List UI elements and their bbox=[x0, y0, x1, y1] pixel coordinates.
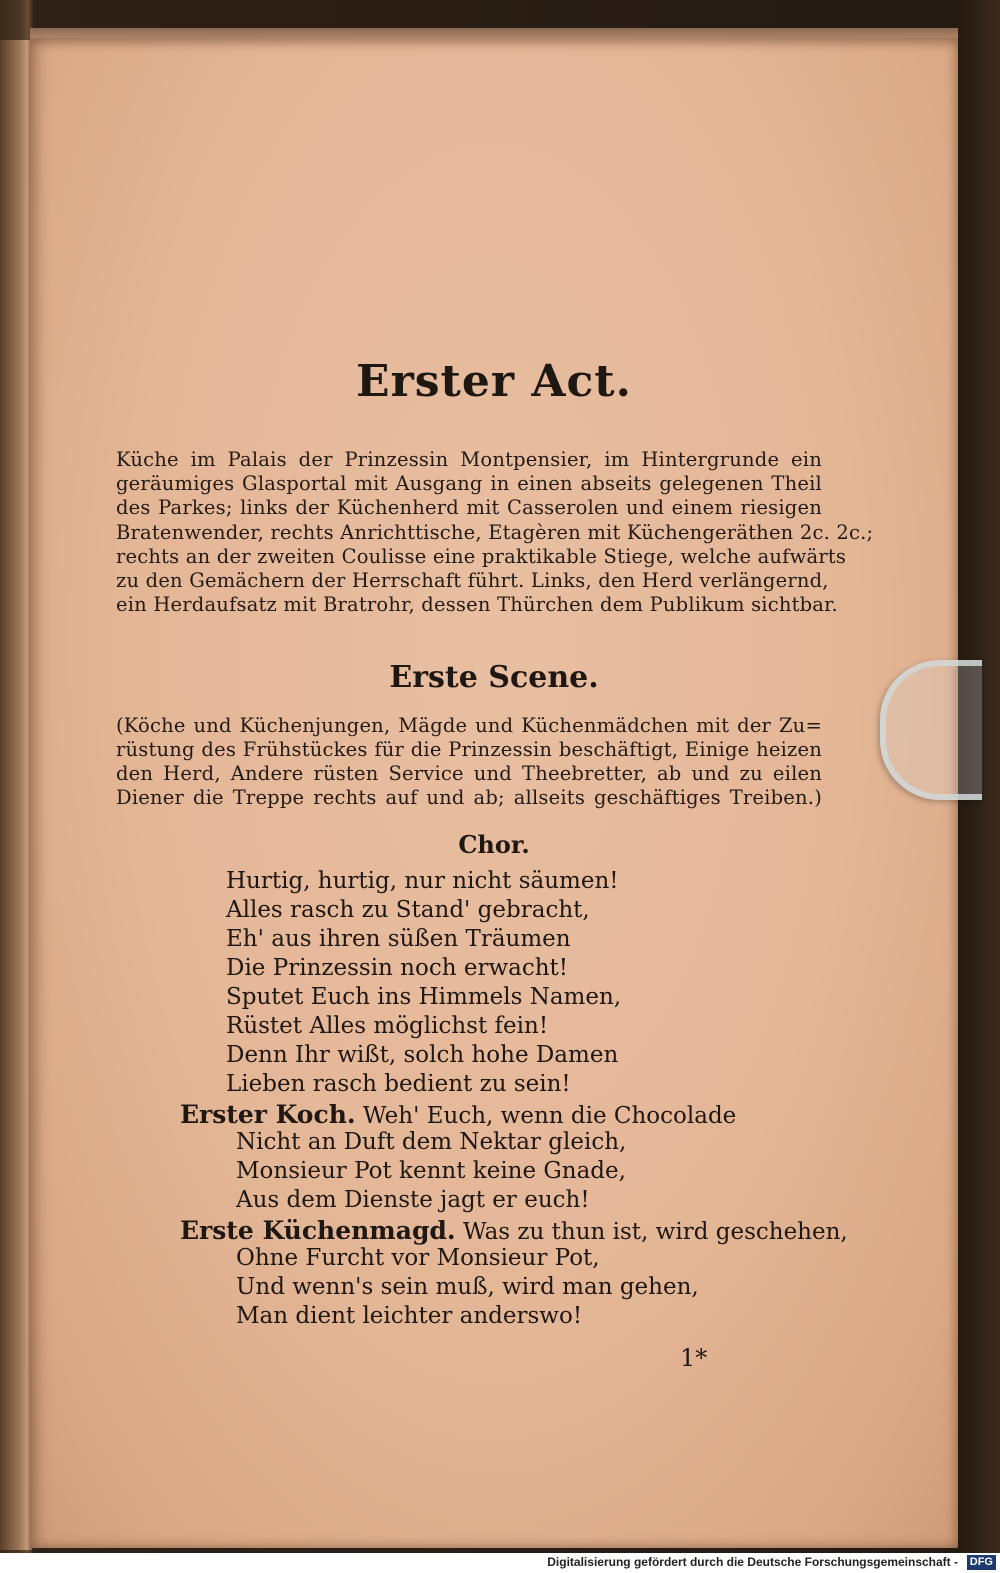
book-binding-edge bbox=[0, 40, 32, 1550]
verse-line: Lieben rasch bedient zu sein! bbox=[226, 1071, 571, 1097]
scene-direction-line: (Köche und Küchenjungen, Mägde und Küchenmädchen mit der Zu= bbox=[116, 714, 822, 737]
verse-line: Ohne Furcht vor Monsieur Pot, bbox=[236, 1245, 600, 1271]
verse-line: Hurtig, hurtig, nur nicht säumen! bbox=[226, 868, 619, 894]
stage-description-line: zu den Gemächern der Herrschaft führt. Links, den Herd verlängernd, bbox=[116, 569, 829, 592]
verse-text: Was zu thun ist, wird geschehen, bbox=[462, 1219, 848, 1245]
page-clip bbox=[880, 660, 982, 800]
chor-title: Chor. bbox=[458, 830, 530, 859]
speaker-name: Erster Koch. bbox=[180, 1100, 356, 1129]
verse-line: Alles rasch zu Stand' gebracht, bbox=[226, 897, 590, 923]
verse-line: Die Prinzessin noch erwacht! bbox=[226, 955, 569, 981]
stage-description-line: rechts an der zweiten Coulisse eine praktikable Stiege, welche aufwärts bbox=[116, 545, 847, 568]
act-title: Erster Act. bbox=[356, 356, 632, 407]
verse-line bbox=[180, 1216, 848, 1245]
verse-line: Sputet Euch ins Himmels Namen, bbox=[226, 984, 622, 1010]
verse-line: Nicht an Duft dem Nektar gleich, bbox=[236, 1129, 627, 1155]
verse-line: Rüstet Alles möglichst fein! bbox=[226, 1013, 549, 1039]
dfg-logo: DFG bbox=[967, 1555, 996, 1570]
stage-description-line: Küche im Palais der Prinzessin Montpensier, im Hintergrunde ein bbox=[116, 448, 822, 471]
stage-description-line: ein Herdaufsatz mit Bratrohr, dessen Thürchen dem Publikum sichtbar. bbox=[116, 593, 838, 616]
stage-description-line: Bratenwender, rechts Anrichttische, Etagèren mit Küchengeräthen 2c. 2c.; bbox=[116, 521, 874, 544]
verse-line: Aus dem Dienste jagt er euch! bbox=[236, 1187, 590, 1213]
stage-description-line: des Parkes; links der Küchenherd mit Casserolen und einem riesigen bbox=[116, 496, 822, 519]
scene-direction-line: rüstung des Frühstückes für die Prinzessin beschäftigt, Einige heizen bbox=[116, 738, 822, 761]
verse-text: Weh' Euch, wenn die Chocolade bbox=[362, 1103, 737, 1129]
scene-title: Erste Scene. bbox=[389, 660, 599, 695]
speaker-name: Erste Küchenmagd. bbox=[180, 1216, 456, 1245]
verse-line: Denn Ihr wißt, solch hohe Damen bbox=[226, 1042, 619, 1068]
book-page bbox=[30, 38, 958, 1548]
scene-direction-line: den Herd, Andere rüsten Service und Theebretter, ab und zu eilen bbox=[116, 762, 822, 785]
verse-line: Eh' aus ihren süßen Träumen bbox=[226, 926, 571, 952]
stage-description-line: geräumiges Glasportal mit Ausgang in einen abseits gelegenen Theil bbox=[116, 472, 822, 495]
funding-credit: Digitalisierung gefördert durch die Deutsche Forschungsgemeinschaft - bbox=[547, 1555, 958, 1569]
scene-direction-line: Diener die Treppe rechts auf und ab; allseits geschäftiges Treiben.) bbox=[116, 786, 822, 809]
page-number: 1* bbox=[680, 1344, 708, 1372]
verse-line: Und wenn's sein muß, wird man gehen, bbox=[236, 1274, 699, 1300]
verse-line: Man dient leichter anderswo! bbox=[236, 1303, 583, 1329]
verse-line bbox=[180, 1100, 736, 1129]
verse-line: Monsieur Pot kennt keine Gnade, bbox=[236, 1158, 626, 1184]
